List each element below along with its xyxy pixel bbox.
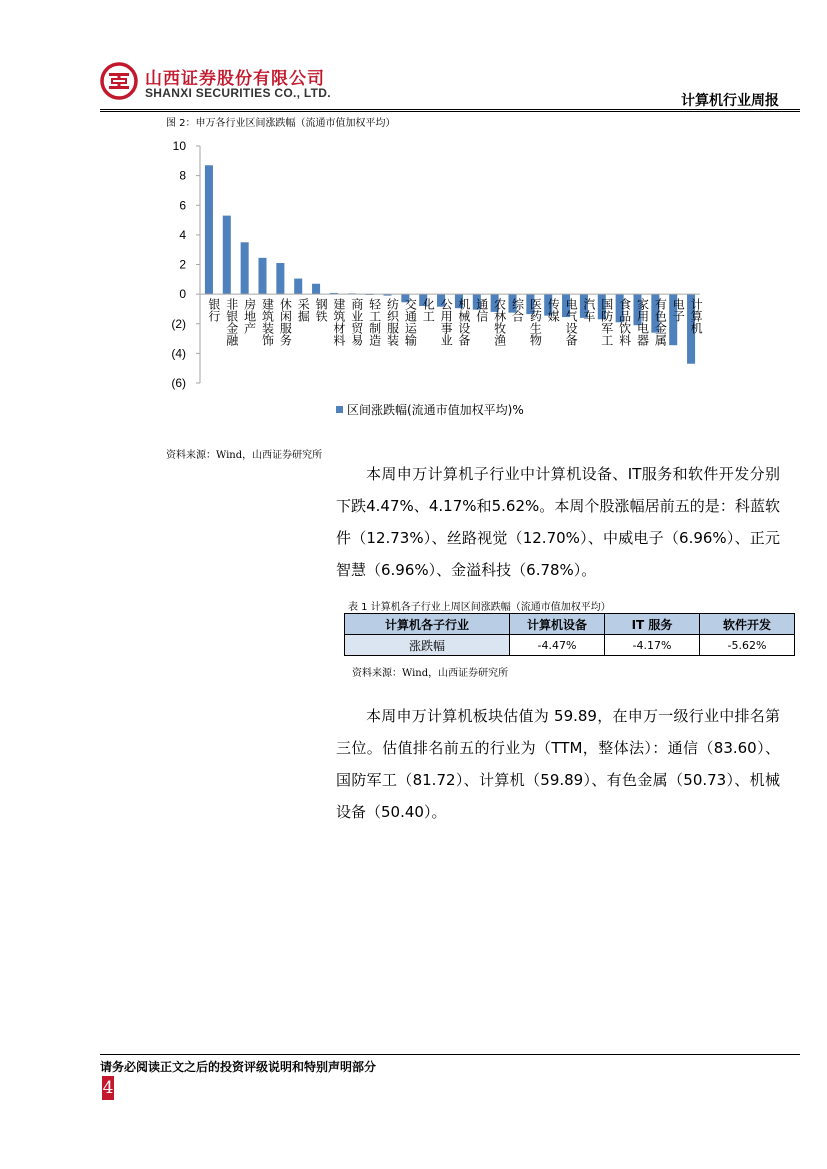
x-tick-label: 汽车 bbox=[581, 298, 596, 323]
legend-label: 区间涨跌幅(流通市值加权平均)% bbox=[347, 403, 524, 417]
x-tick-label: 食品饮料 bbox=[617, 298, 632, 347]
table-row bbox=[345, 635, 795, 656]
x-tick-label: 农林牧渔 bbox=[492, 298, 507, 347]
x-tick-label: 轻工制造 bbox=[367, 298, 382, 347]
x-tick-label: 纺织服装 bbox=[385, 298, 400, 347]
company-name-cn: 山西证券股份有限公司 bbox=[145, 69, 325, 89]
header-divider-thin bbox=[100, 111, 800, 112]
table-cell: -4.17% bbox=[605, 635, 700, 656]
x-tick-label: 电气设备 bbox=[564, 298, 579, 347]
industry-return-bar-chart bbox=[150, 130, 730, 430]
x-tick-label: 建筑装饰 bbox=[260, 298, 275, 347]
x-tick-label: 有色金属 bbox=[653, 298, 668, 347]
bar bbox=[258, 258, 266, 294]
subindustry-return-table bbox=[344, 613, 795, 656]
y-tick-label: 4 bbox=[179, 227, 186, 242]
x-tick-label: 通信 bbox=[474, 298, 489, 323]
x-tick-label: 计算机 bbox=[689, 298, 704, 335]
figure-title: 图 2：申万各行业区间涨跌幅（流通市值加权平均） bbox=[166, 118, 396, 129]
x-tick-label: 化工 bbox=[421, 298, 436, 323]
company-name-en: SHANXI SECURITIES CO., LTD. bbox=[145, 86, 331, 100]
x-tick-label: 家用电器 bbox=[635, 298, 650, 347]
y-tick-label: (6) bbox=[171, 376, 186, 390]
header-divider bbox=[100, 109, 800, 110]
bar bbox=[241, 242, 249, 294]
footer-disclaimer: 请务必阅读正文之后的投资评级说明和特别声明部分 bbox=[100, 1060, 377, 1074]
y-tick-label: 8 bbox=[179, 168, 186, 183]
bar bbox=[205, 165, 213, 294]
x-tick-label: 机械设备 bbox=[456, 298, 471, 347]
table-cell: -5.62% bbox=[700, 635, 795, 656]
x-tick-label: 综合 bbox=[510, 298, 525, 323]
paragraph-subindustry-performance bbox=[336, 458, 780, 586]
x-tick-label: 商业贸易 bbox=[349, 298, 364, 347]
company-logo bbox=[100, 62, 138, 100]
report-title: 计算机行业周报 bbox=[681, 93, 779, 109]
table-header-cell: 计算机各子行业 bbox=[345, 614, 510, 635]
footer-divider bbox=[100, 1054, 800, 1055]
legend-swatch bbox=[336, 406, 343, 413]
paragraph-valuation bbox=[336, 700, 780, 828]
x-tick-label: 非银金融 bbox=[224, 298, 239, 347]
table-cell: -4.47% bbox=[510, 635, 605, 656]
bar bbox=[276, 263, 284, 294]
table-header-cell: 软件开发 bbox=[700, 614, 795, 635]
x-tick-label: 钢铁 bbox=[314, 298, 329, 323]
x-tick-label: 公用事业 bbox=[439, 298, 454, 347]
y-tick-label: 10 bbox=[172, 139, 186, 153]
x-tick-label: 建筑材料 bbox=[331, 298, 346, 347]
x-tick-label: 采掘 bbox=[296, 298, 311, 323]
y-tick-label: (2) bbox=[171, 316, 186, 331]
x-tick-label: 电子 bbox=[671, 298, 686, 323]
y-tick-label: 6 bbox=[179, 198, 186, 213]
x-tick-label: 国防军工 bbox=[599, 298, 614, 347]
x-tick-label: 交通运输 bbox=[403, 298, 418, 347]
bar bbox=[223, 216, 231, 295]
table-row-label: 涨跌幅 bbox=[345, 635, 510, 656]
table-header-cell: IT 服务 bbox=[605, 614, 700, 635]
x-tick-label: 传媒 bbox=[546, 298, 561, 323]
bar bbox=[312, 284, 320, 294]
table-title: 表 1 计算机各子行业上周区间涨跌幅（流通市值加权平均） bbox=[348, 602, 611, 613]
x-tick-label: 房地产 bbox=[242, 298, 257, 335]
y-tick-label: 0 bbox=[179, 287, 186, 302]
x-tick-label: 医药生物 bbox=[528, 298, 543, 347]
x-tick-label: 银行 bbox=[206, 298, 221, 323]
table-header-row bbox=[345, 614, 795, 635]
page-number: 4 bbox=[102, 1078, 114, 1098]
bar bbox=[294, 279, 302, 295]
table-header-cell: 计算机设备 bbox=[510, 614, 605, 635]
figure-source: 资料来源：Wind，山西证券研究所 bbox=[166, 450, 323, 461]
x-tick-label: 休闲服务 bbox=[278, 298, 293, 347]
table-source: 资料来源：Wind，山西证券研究所 bbox=[352, 668, 509, 679]
paragraph-text: 本周申万计算机板块估值为 59.89，在申万一级行业中排名第三位。估值排名前五的行业为（TTM，整体法）：通信（83.60）、国防军工（81.72）、计算机（59.89）、有色金属（50.73）、机械设备（50.40）。 bbox=[336, 707, 780, 821]
paragraph-text: 本周申万计算机子行业中计算机设备、IT服务和软件开发分别下跌4.47%、4.17%和5.62%。本周个股涨幅居前五的是：科蓝软件（12.73%）、丝路视觉（12.70%）、中威电子（6.96%）、正元智慧（6.96%）、金溢科技（6.78%）。 bbox=[336, 465, 780, 579]
y-tick-label: 2 bbox=[179, 257, 186, 272]
y-tick-label: (4) bbox=[171, 346, 186, 361]
